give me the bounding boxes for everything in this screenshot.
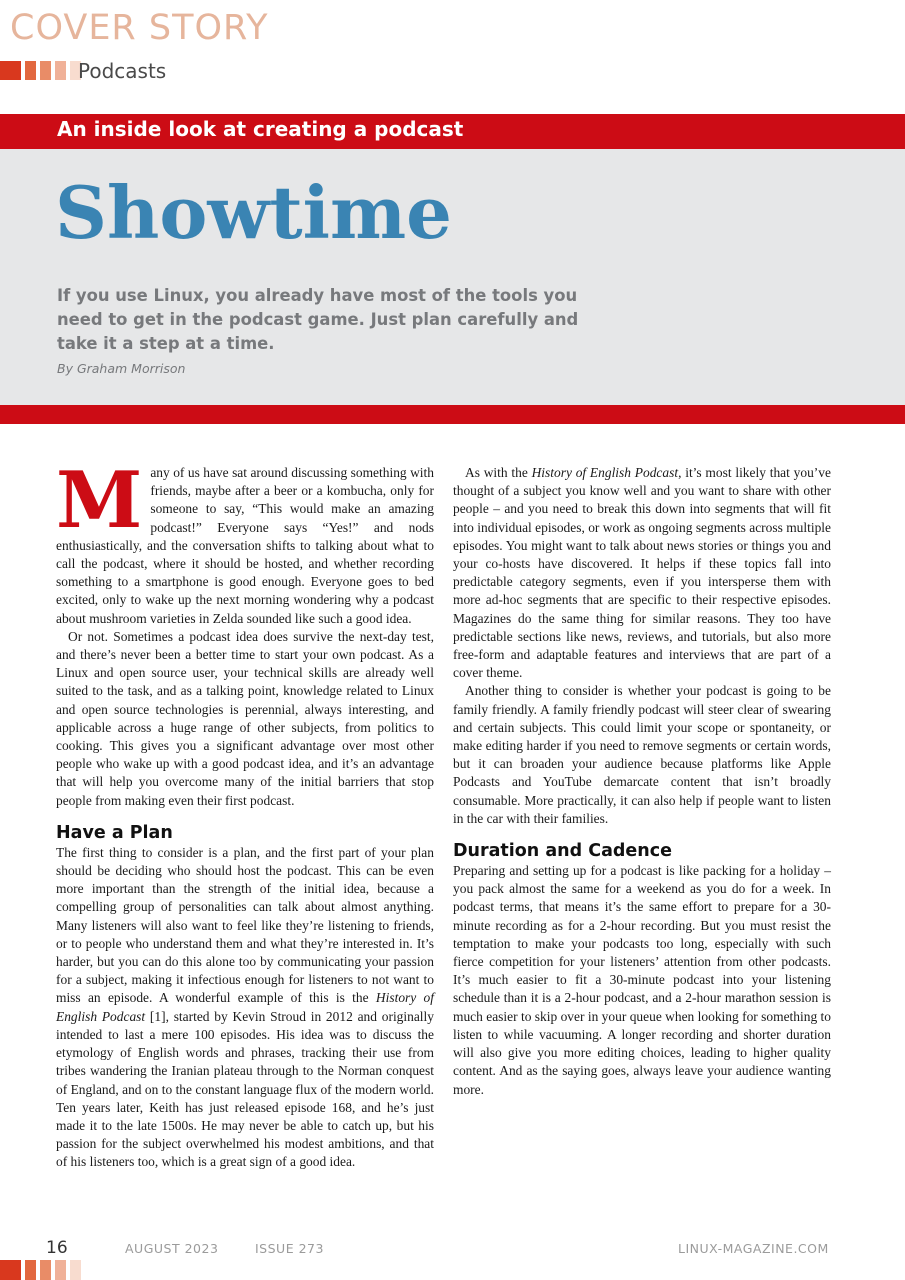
square-mark	[55, 61, 66, 80]
square-mark	[0, 61, 21, 80]
square-mark	[0, 1260, 21, 1280]
subheading-have-a-plan: Have a Plan	[56, 822, 173, 843]
paragraph: Another thing to consider is whether your podcast is going to be family friendly. A family friendly podcast will steer clear of swearing and certain subjects. This could limit your scope or spontaneity, or make editing harder if you need to remove segments or certain words, but it can broaden your audience because platforms like Apple Podcasts and YouTube demarcate content that isn’t broadly consumable. More practically, it can also help if people want to listen in the car with their families.	[453, 683, 831, 826]
square-mark	[55, 1260, 66, 1280]
square-mark	[40, 61, 51, 80]
paragraph: Preparing and setting up for a podcast is like packing for a holiday – you pack almost the same for a weekend as you do for a week. In podcast terms, that means it’s the same effort to prepare for a 30-minute recording as for a 2-hour recording. But you must resist the temptation to make your podcasts too long, especially with such fierce competition for your listeners’ attention from other podcasts. It’s much easier to fit a 30-minute podcast into your listening schedule than it is a 2-hour podcast, and a 2-hour marathon session is much easier to skip over in your queue when looking for something to listen to while vacuuming. A longer recording and shorter duration will also give you more editing choices, leading to higher quality content. And as the saying goes, always leave your audience wanting more.	[453, 863, 831, 1097]
section-label: Podcasts	[78, 59, 167, 83]
cover-story-kicker: COVER STORY	[10, 8, 269, 48]
section-squares	[0, 61, 81, 80]
paragraph-intro: Many of us have sat around discussing something with friends, maybe after a beer or a kombucha, only for someone to say, “This would make an amazing podcast!” Everyone says “Yes!” and nods enthusiastically, and the conversation shifts to talking about what to call the podcast, where it should be hosted, and whether recording something to a smartphone is good enough. Everyone goes to bed excited, only to wake up the next morning wondering why a podcast about mushroom varieties in Zelda sounded like such a good idea.	[56, 455, 434, 626]
paragraph: Or not. Sometimes a podcast idea does survive the next-day test, and there’s never been a better time to start your own podcast. As a Linux and open source user, your technical skills are already well suited to the task, and as a talking point, knowledge related to Linux and open source technologies is perennial, always interesting, and applicable across a huge range of other subjects, from politics to cooking. This gives you a significant advantage over most other people who wake up with a good podcast idea, and it’s an advantage that will help you overcome many of the initial barriers that stop people from making even their first podcast.	[56, 628, 434, 808]
hero-bottom-band	[0, 405, 905, 424]
article-deck: If you use Linux, you already have most of the tools you need to get in the podcast game. Just plan carefully and take it a step at a time.	[57, 286, 579, 353]
paragraph: The first thing to consider is a plan, and the first part of your plan should be deciding who should host the podcast. This can be even more important than the strength of the initial idea, because a compelling group of personalities can talk about almost anything. Many listeners will also want to feel like they’re listening to friends, or to people who understand them and what they’re interested in. It’s harder, but you can do this alone too by communicating your passion for a subject, making it infectious enough for listeners to not want to miss an episode. A wonderful example of this is the History of English Podcast [1], started by Kevin Stroud in 2012 and originally intended to last a mere 100 episodes. His idea was to discuss the etymology of English words and phrases, tracking their use from tribes wandering the Iranian plateau through to the Norman conquest of England, and on to the constant language flux of the modern world. Ten years later, Keith has just released episode 168, and he’s just made it to the late 1500s. He may never be able to catch up, but his passion for the subject overwhelmed his modest ambitions, and that of his listeners too, which is a great sign of a good idea.	[56, 844, 435, 1170]
article-title: Showtime	[55, 170, 452, 255]
paragraph: As with the History of English Podcast, it’s most likely that you’ve thought of a subject you know well and you want to share with other people – and you need to break this down into segments that will fit into individual episodes, or work as ongoing segments across multiple episodes. You might want to talk about news stories or things you and your co-hosts have discovered. It helps if these topics fall into predictable category segments, even if you intersperse them with more ad-hoc segments that are specific to their respective episodes. Magazines do the same thing for similar reasons. They too have predictable sections like news, reviews, and tutorials, but also more free-form and adaptable features and interviews that are part of a cover theme.	[453, 465, 831, 681]
article-byline: By Graham Morrison	[57, 361, 186, 376]
issue-number: ISSUE 273	[255, 1241, 324, 1256]
square-mark	[40, 1260, 51, 1280]
site-url: LINUX-MAGAZINE.COM	[678, 1241, 829, 1256]
drop-cap: M	[56, 455, 143, 546]
article-column-right	[453, 464, 831, 1099]
hero-panel	[0, 114, 905, 424]
square-mark	[70, 1260, 81, 1280]
issue-date: AUGUST 2023	[125, 1241, 219, 1256]
footer-squares	[0, 1260, 81, 1280]
square-mark	[25, 1260, 36, 1280]
page-number: 16	[46, 1238, 68, 1258]
square-mark	[25, 61, 36, 80]
subheading-duration-and-cadence: Duration and Cadence	[453, 841, 672, 862]
article-column-left	[56, 455, 435, 1172]
article-tagline: An inside look at creating a podcast	[57, 117, 464, 141]
